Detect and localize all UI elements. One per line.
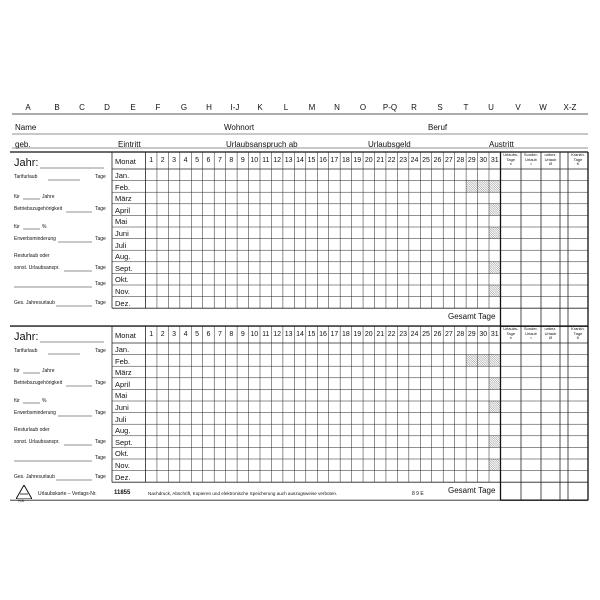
fuer-label: für bbox=[14, 368, 20, 374]
shaded-day-cell bbox=[466, 355, 477, 367]
beruf-label: Beruf bbox=[428, 123, 448, 132]
sonst-urlaubsanspr-label: sonst. Urlaubsanspr. bbox=[14, 265, 60, 271]
extra-column-header-line: unbez. bbox=[544, 152, 557, 157]
day-number: 19 bbox=[353, 331, 362, 338]
day-number: 7 bbox=[217, 157, 222, 164]
day-number: 13 bbox=[284, 331, 293, 338]
tage-label: Tage bbox=[95, 439, 106, 445]
extra-column-header-line: Krankh. bbox=[571, 152, 585, 157]
month-name: Nov. bbox=[115, 287, 130, 296]
extra-column-header-line: Urlaub bbox=[544, 330, 557, 336]
day-number: 7 bbox=[217, 331, 222, 338]
day-number: 1 bbox=[149, 157, 154, 164]
jahr-label: Jahr: bbox=[14, 331, 39, 343]
index-letter: N bbox=[334, 103, 340, 112]
extra-column-header-line: Urlaub bbox=[525, 156, 537, 162]
day-number: 4 bbox=[183, 331, 188, 338]
month-name: Mai bbox=[115, 391, 128, 401]
index-letter: S bbox=[437, 103, 443, 112]
index-letter: X-Z bbox=[563, 103, 577, 112]
jahre-label: Jahre bbox=[42, 368, 55, 374]
eintritt-label: Eintritt bbox=[118, 140, 141, 149]
day-number: 18 bbox=[341, 331, 350, 338]
extra-column-header-line: x bbox=[509, 161, 512, 166]
day-number: 25 bbox=[422, 331, 430, 338]
day-number: 11 bbox=[262, 331, 270, 338]
tage-label: Tage bbox=[95, 455, 106, 461]
footer-verlag-text: Urlaubskarte – Verlags-Nr. bbox=[38, 491, 97, 497]
extra-column-header-line: Tage bbox=[573, 156, 583, 162]
day-number: 29 bbox=[467, 331, 476, 338]
index-letter: O bbox=[359, 103, 367, 112]
prozent-label: % bbox=[42, 224, 47, 230]
tage-label: Tage bbox=[95, 380, 106, 386]
index-letter: T bbox=[463, 103, 469, 112]
month-name: Feb. bbox=[115, 182, 131, 192]
day-number: 3 bbox=[172, 157, 177, 164]
day-number: 8 bbox=[229, 157, 234, 164]
shaded-day-cell bbox=[489, 459, 500, 471]
day-number: 10 bbox=[250, 331, 259, 338]
tage-label: Tage bbox=[95, 236, 106, 242]
shaded-day-cell bbox=[489, 355, 500, 367]
index-letter: B bbox=[54, 103, 60, 112]
extra-column-header bbox=[568, 153, 588, 167]
tarifurlaub-label: Tarifurlaub bbox=[14, 348, 38, 354]
tage-label: Tage bbox=[95, 265, 106, 271]
month-name: Juni bbox=[115, 403, 129, 412]
gesamt-tage-label: Gesamt Tage bbox=[448, 486, 496, 496]
shaded-day-cell bbox=[489, 204, 500, 216]
month-name: Jan. bbox=[115, 171, 130, 180]
month-name: März bbox=[115, 368, 132, 378]
day-number: 16 bbox=[319, 331, 327, 338]
shaded-day-cell bbox=[489, 227, 500, 239]
index-letter: U bbox=[488, 103, 494, 112]
index-letter: F bbox=[155, 103, 161, 112]
fuer-label: für bbox=[14, 398, 20, 404]
extra-column-header bbox=[541, 153, 561, 167]
day-number: 13 bbox=[284, 157, 293, 164]
extra-column-header-line: x bbox=[509, 335, 512, 340]
sonst-urlaubsanspr-label: sonst. Urlaubsanspr. bbox=[14, 439, 60, 445]
extra-column-header bbox=[568, 327, 588, 341]
day-number: 6 bbox=[206, 331, 211, 338]
tage-label: Tage bbox=[95, 474, 106, 480]
month-name: Aug. bbox=[115, 252, 131, 262]
shaded-day-cell bbox=[489, 436, 500, 448]
month-name: April bbox=[115, 379, 131, 389]
extra-column-header-line: K bbox=[576, 335, 580, 340]
index-letter: E bbox=[130, 103, 136, 112]
month-name: Okt. bbox=[115, 449, 129, 459]
extra-column-header bbox=[501, 153, 521, 167]
ges-jahresurlaub-label: Ges. Jahresurlaub bbox=[14, 300, 55, 306]
shaded-day-cell bbox=[489, 401, 500, 413]
austritt-label: Austritt bbox=[489, 140, 514, 149]
day-number: 16 bbox=[319, 157, 327, 164]
publisher-logo-icon bbox=[16, 485, 32, 499]
day-number: 10 bbox=[250, 157, 259, 164]
tarifurlaub-label: Tarifurlaub bbox=[14, 174, 38, 180]
footer-verlag-number: 11855 bbox=[114, 490, 131, 496]
shaded-day-cell bbox=[489, 285, 500, 297]
ges-jahresurlaub-label: Ges. Jahresurlaub bbox=[14, 474, 55, 480]
day-number: 6 bbox=[206, 157, 211, 164]
extra-column-header-line: Sonder- bbox=[523, 152, 539, 157]
day-number: 15 bbox=[307, 331, 316, 338]
day-number: 14 bbox=[296, 157, 304, 164]
day-number: 20 bbox=[364, 331, 373, 338]
month-name: Dez. bbox=[115, 298, 131, 308]
jahr-label: Jahr: bbox=[14, 157, 39, 169]
month-name: Nov. bbox=[115, 461, 130, 470]
day-number: 2 bbox=[160, 157, 165, 164]
erwerbsminderung-label: Erwerbsminderung bbox=[14, 410, 56, 416]
day-number: 26 bbox=[433, 157, 442, 164]
day-number: 28 bbox=[456, 157, 465, 164]
extra-column-header-line: Urlaub bbox=[544, 156, 557, 162]
day-number: 14 bbox=[296, 331, 304, 338]
index-letter: L bbox=[283, 103, 289, 112]
month-name: Juni bbox=[115, 229, 129, 238]
day-number: 9 bbox=[240, 331, 245, 338]
index-letter: W bbox=[539, 103, 547, 112]
month-name: Mai bbox=[115, 217, 128, 227]
month-name: Aug. bbox=[115, 426, 131, 436]
day-number: 24 bbox=[410, 157, 419, 164]
day-number: 27 bbox=[445, 331, 453, 338]
fuer-label: für bbox=[14, 224, 20, 230]
day-number: 11 bbox=[262, 157, 270, 164]
extra-column-header-line: Ø bbox=[548, 335, 553, 340]
extra-column-header-line: Sonder- bbox=[523, 326, 539, 331]
month-name: März bbox=[115, 194, 132, 204]
day-number: 5 bbox=[195, 157, 199, 164]
publisher-logo-text: H.B. bbox=[18, 499, 25, 503]
resturlaub-oder-label: Resturlaub oder bbox=[14, 253, 50, 259]
fuer-label: für bbox=[14, 194, 20, 200]
day-number: 12 bbox=[273, 157, 282, 164]
extra-column-header-line: Urlaubs- bbox=[503, 152, 519, 157]
resturlaub-oder-label: Resturlaub oder bbox=[14, 427, 50, 433]
geb-label: geb. bbox=[15, 140, 31, 149]
monat-header: Monat bbox=[115, 331, 136, 340]
day-number: 31 bbox=[490, 157, 499, 164]
footer-code: 8 9 E bbox=[412, 491, 424, 497]
shaded-day-cell bbox=[489, 378, 500, 390]
erwerbsminderung-label: Erwerbsminderung bbox=[14, 236, 56, 242]
tage-label: Tage bbox=[95, 348, 106, 354]
day-number: 18 bbox=[341, 157, 350, 164]
day-number: 24 bbox=[410, 331, 419, 338]
month-name: Sept. bbox=[115, 263, 133, 273]
extra-column-header-line: Tage bbox=[573, 330, 583, 336]
day-number: 15 bbox=[307, 157, 316, 164]
index-letter: V bbox=[515, 103, 521, 112]
extra-column-header-line: Ø bbox=[548, 161, 553, 166]
month-name: Jan. bbox=[115, 345, 130, 354]
day-number: 17 bbox=[330, 331, 339, 338]
extra-column-header bbox=[521, 153, 541, 167]
month-name: Dez. bbox=[115, 472, 131, 482]
day-number: 5 bbox=[195, 331, 199, 338]
day-number: 21 bbox=[376, 331, 385, 338]
day-number: 27 bbox=[445, 157, 453, 164]
jahre-label: Jahre bbox=[42, 194, 55, 200]
tage-label: Tage bbox=[95, 206, 106, 212]
day-number: 9 bbox=[240, 157, 245, 164]
index-letter: A bbox=[25, 103, 31, 112]
shaded-day-cell bbox=[489, 181, 500, 193]
day-number: 4 bbox=[183, 157, 188, 164]
day-number: 22 bbox=[387, 331, 396, 338]
urlaubsanspruch-label: Urlaubsanspruch ab bbox=[226, 140, 298, 149]
month-name: Feb. bbox=[115, 356, 131, 366]
day-number: 17 bbox=[330, 157, 339, 164]
index-letter: I-J bbox=[230, 103, 240, 112]
day-number: 21 bbox=[376, 157, 385, 164]
day-number: 19 bbox=[353, 157, 362, 164]
day-number: 31 bbox=[490, 331, 499, 338]
tage-label: Tage bbox=[95, 174, 106, 180]
month-name: Sept. bbox=[115, 437, 133, 447]
extra-column-header bbox=[521, 327, 541, 341]
month-name: Juli bbox=[115, 414, 127, 424]
month-name: Okt. bbox=[115, 275, 129, 285]
index-letter: K bbox=[257, 103, 263, 112]
tage-label: Tage bbox=[95, 300, 106, 306]
month-name: April bbox=[115, 205, 131, 215]
prozent-label: % bbox=[42, 398, 47, 404]
name-label: Name bbox=[15, 123, 37, 132]
day-number: 30 bbox=[479, 157, 488, 164]
shaded-day-cell bbox=[478, 355, 489, 367]
tage-label: Tage bbox=[95, 281, 106, 287]
gesamt-tage-label: Gesamt Tage bbox=[448, 312, 496, 322]
extra-column-header-line: K bbox=[576, 161, 580, 166]
day-number: 28 bbox=[456, 331, 465, 338]
index-letter: G bbox=[180, 103, 188, 112]
day-number: 20 bbox=[364, 157, 373, 164]
extra-column-header-line: Tage bbox=[506, 156, 516, 162]
wohnort-label: Wohnort bbox=[224, 123, 255, 132]
index-letter: M bbox=[308, 103, 316, 112]
tage-label: Tage bbox=[95, 410, 106, 416]
day-number: 8 bbox=[229, 331, 234, 338]
day-number: 1 bbox=[149, 331, 154, 338]
day-number: 2 bbox=[160, 331, 165, 338]
day-number: 30 bbox=[479, 331, 488, 338]
footer-notice: Nachdruck, Abschrift, Kopieren und elektronische Speicherung auch auszugsweise verboten. bbox=[148, 491, 338, 496]
shaded-day-cell bbox=[466, 181, 477, 193]
shaded-day-cell bbox=[489, 262, 500, 274]
index-letter: R bbox=[411, 103, 417, 112]
betriebszugehoerigkeit-label: Betriebszugehörigkeit bbox=[14, 380, 63, 386]
extra-column-header-line: unbez. bbox=[544, 326, 557, 331]
shaded-day-cell bbox=[478, 181, 489, 193]
urlaubsgeld-label: Urlaubsgeld bbox=[368, 140, 411, 149]
extra-column-header bbox=[541, 327, 561, 341]
extra-column-header-line: Urlaubs- bbox=[503, 326, 519, 331]
day-number: 3 bbox=[172, 331, 177, 338]
day-number: 22 bbox=[387, 157, 396, 164]
day-number: 12 bbox=[273, 331, 282, 338]
extra-column-header bbox=[501, 327, 521, 341]
day-number: 23 bbox=[399, 157, 408, 164]
month-name: Juli bbox=[115, 240, 127, 250]
extra-column-header-line: Krankh. bbox=[571, 326, 585, 331]
day-number: 26 bbox=[433, 331, 442, 338]
extra-column-header-line: Urlaub bbox=[525, 330, 537, 336]
index-letter: H bbox=[206, 103, 212, 112]
day-number: 29 bbox=[467, 157, 476, 164]
day-number: 23 bbox=[399, 331, 408, 338]
index-letter: D bbox=[104, 103, 110, 112]
extra-column-header-line: ○ bbox=[529, 161, 533, 166]
monat-header: Monat bbox=[115, 157, 136, 166]
betriebszugehoerigkeit-label: Betriebszugehörigkeit bbox=[14, 206, 63, 212]
index-letter: P-Q bbox=[382, 103, 398, 112]
day-number: 25 bbox=[422, 157, 430, 164]
extra-column-header-line: ○ bbox=[529, 335, 533, 340]
extra-column-header-line: Tage bbox=[506, 330, 516, 336]
index-letter: C bbox=[79, 103, 85, 112]
